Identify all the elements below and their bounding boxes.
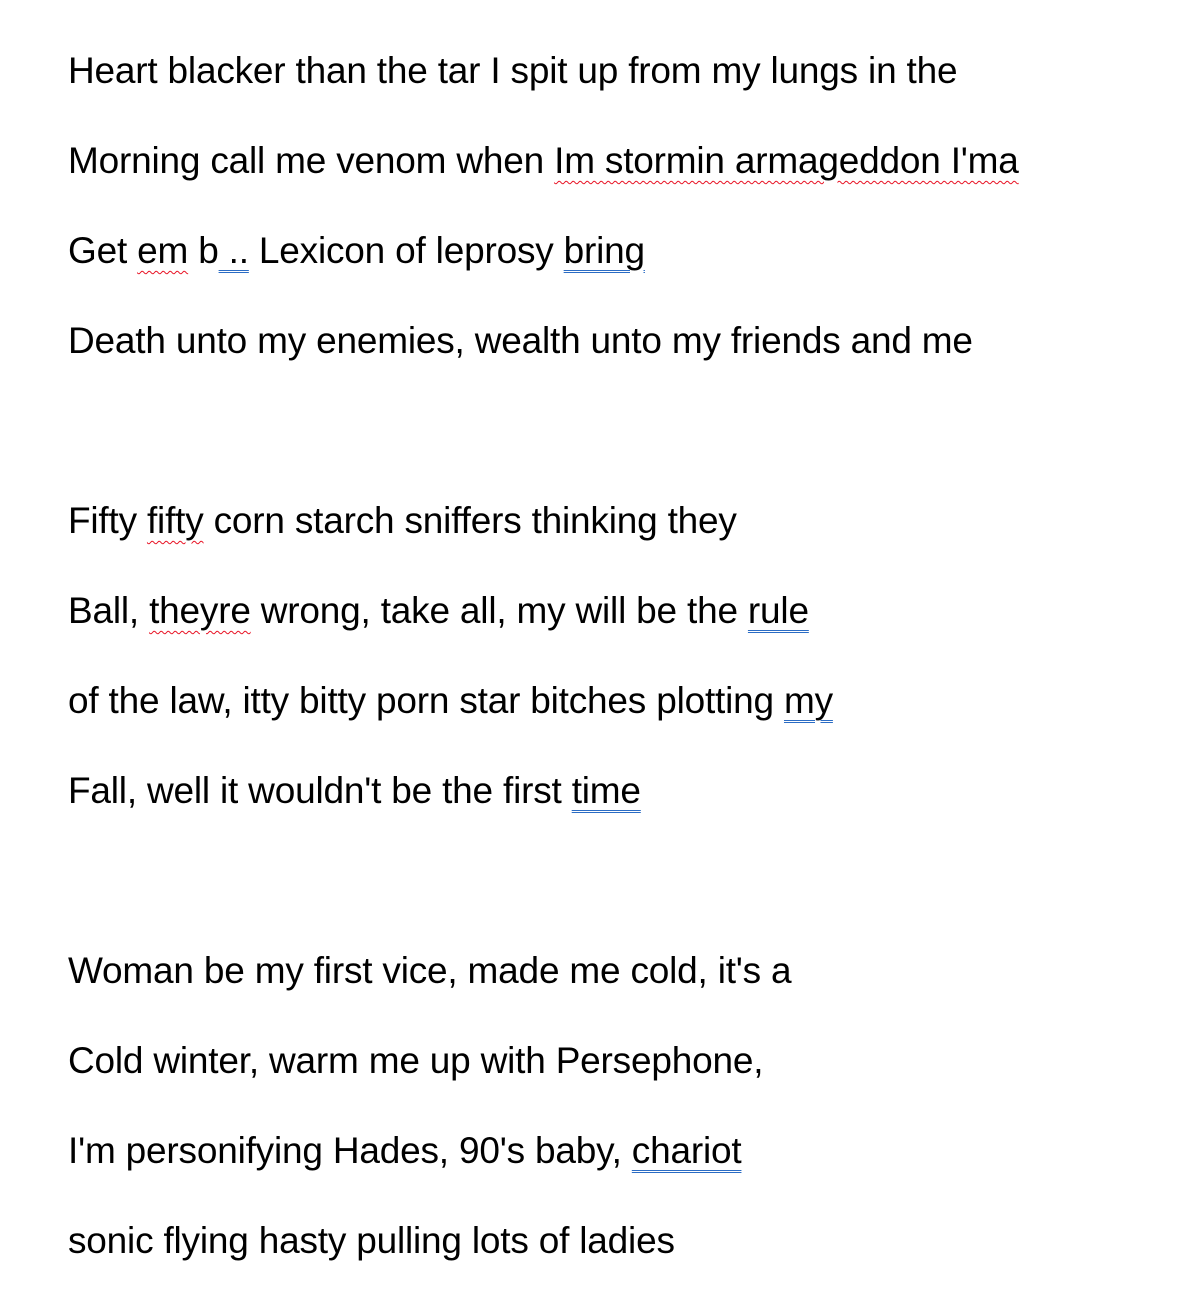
lyric-line xyxy=(68,772,641,809)
spelling-error-word[interactable]: em xyxy=(137,230,189,271)
line-text: wrong, take all, my will be the xyxy=(250,590,748,631)
spelling-error-word[interactable]: fifty xyxy=(146,500,204,541)
lyric-line xyxy=(68,322,973,359)
line-text: Get xyxy=(68,230,138,271)
grammar-error-word[interactable]: my xyxy=(783,680,833,721)
lyric-line xyxy=(68,1222,675,1259)
line-text: Death unto my enemies, wealth unto my friends and me xyxy=(68,320,973,361)
line-text: Heart blacker than the tar I spit up from my lungs in the xyxy=(68,50,958,91)
spelling-error-word[interactable]: theyre xyxy=(149,590,251,631)
line-text: Woman be my first vice, made me cold, it's a xyxy=(68,950,792,991)
line-text: Cold winter, warm me up with Persephone, xyxy=(68,1040,764,1081)
grammar-error-word[interactable]: time xyxy=(571,770,641,811)
grammar-error-word[interactable]: rule xyxy=(747,590,809,631)
line-text: corn starch sniffers thinking they xyxy=(203,500,737,541)
lyric-line xyxy=(68,952,791,989)
spelling-error-word[interactable]: Im stormin armageddon I'ma xyxy=(554,140,1019,181)
lyric-line xyxy=(68,682,833,719)
grammar-error-word[interactable]: .. xyxy=(218,230,249,271)
lyric-line xyxy=(68,1042,763,1079)
line-text: b xyxy=(188,230,219,271)
lyric-line xyxy=(68,502,737,539)
line-text: Fifty xyxy=(68,500,147,541)
grammar-error-word[interactable]: bring xyxy=(563,230,645,271)
line-text: Ball, xyxy=(68,590,150,631)
lyric-line xyxy=(68,592,809,629)
lyric-line xyxy=(68,52,957,89)
lyric-line xyxy=(68,232,645,269)
line-text: Morning call me venom when xyxy=(68,140,555,181)
line-text: Lexicon of leprosy xyxy=(248,230,564,271)
lyric-line xyxy=(68,1132,741,1169)
line-text: Fall, well it wouldn't be the first xyxy=(68,770,572,811)
lyric-line xyxy=(68,142,1019,179)
grammar-error-word[interactable]: chariot xyxy=(631,1130,742,1171)
line-text: of the law, itty bitty porn star bitches plotting xyxy=(68,680,784,721)
line-text: I'm personifying Hades, 90's baby, xyxy=(68,1130,632,1171)
line-text: sonic flying hasty pulling lots of ladies xyxy=(68,1220,675,1261)
